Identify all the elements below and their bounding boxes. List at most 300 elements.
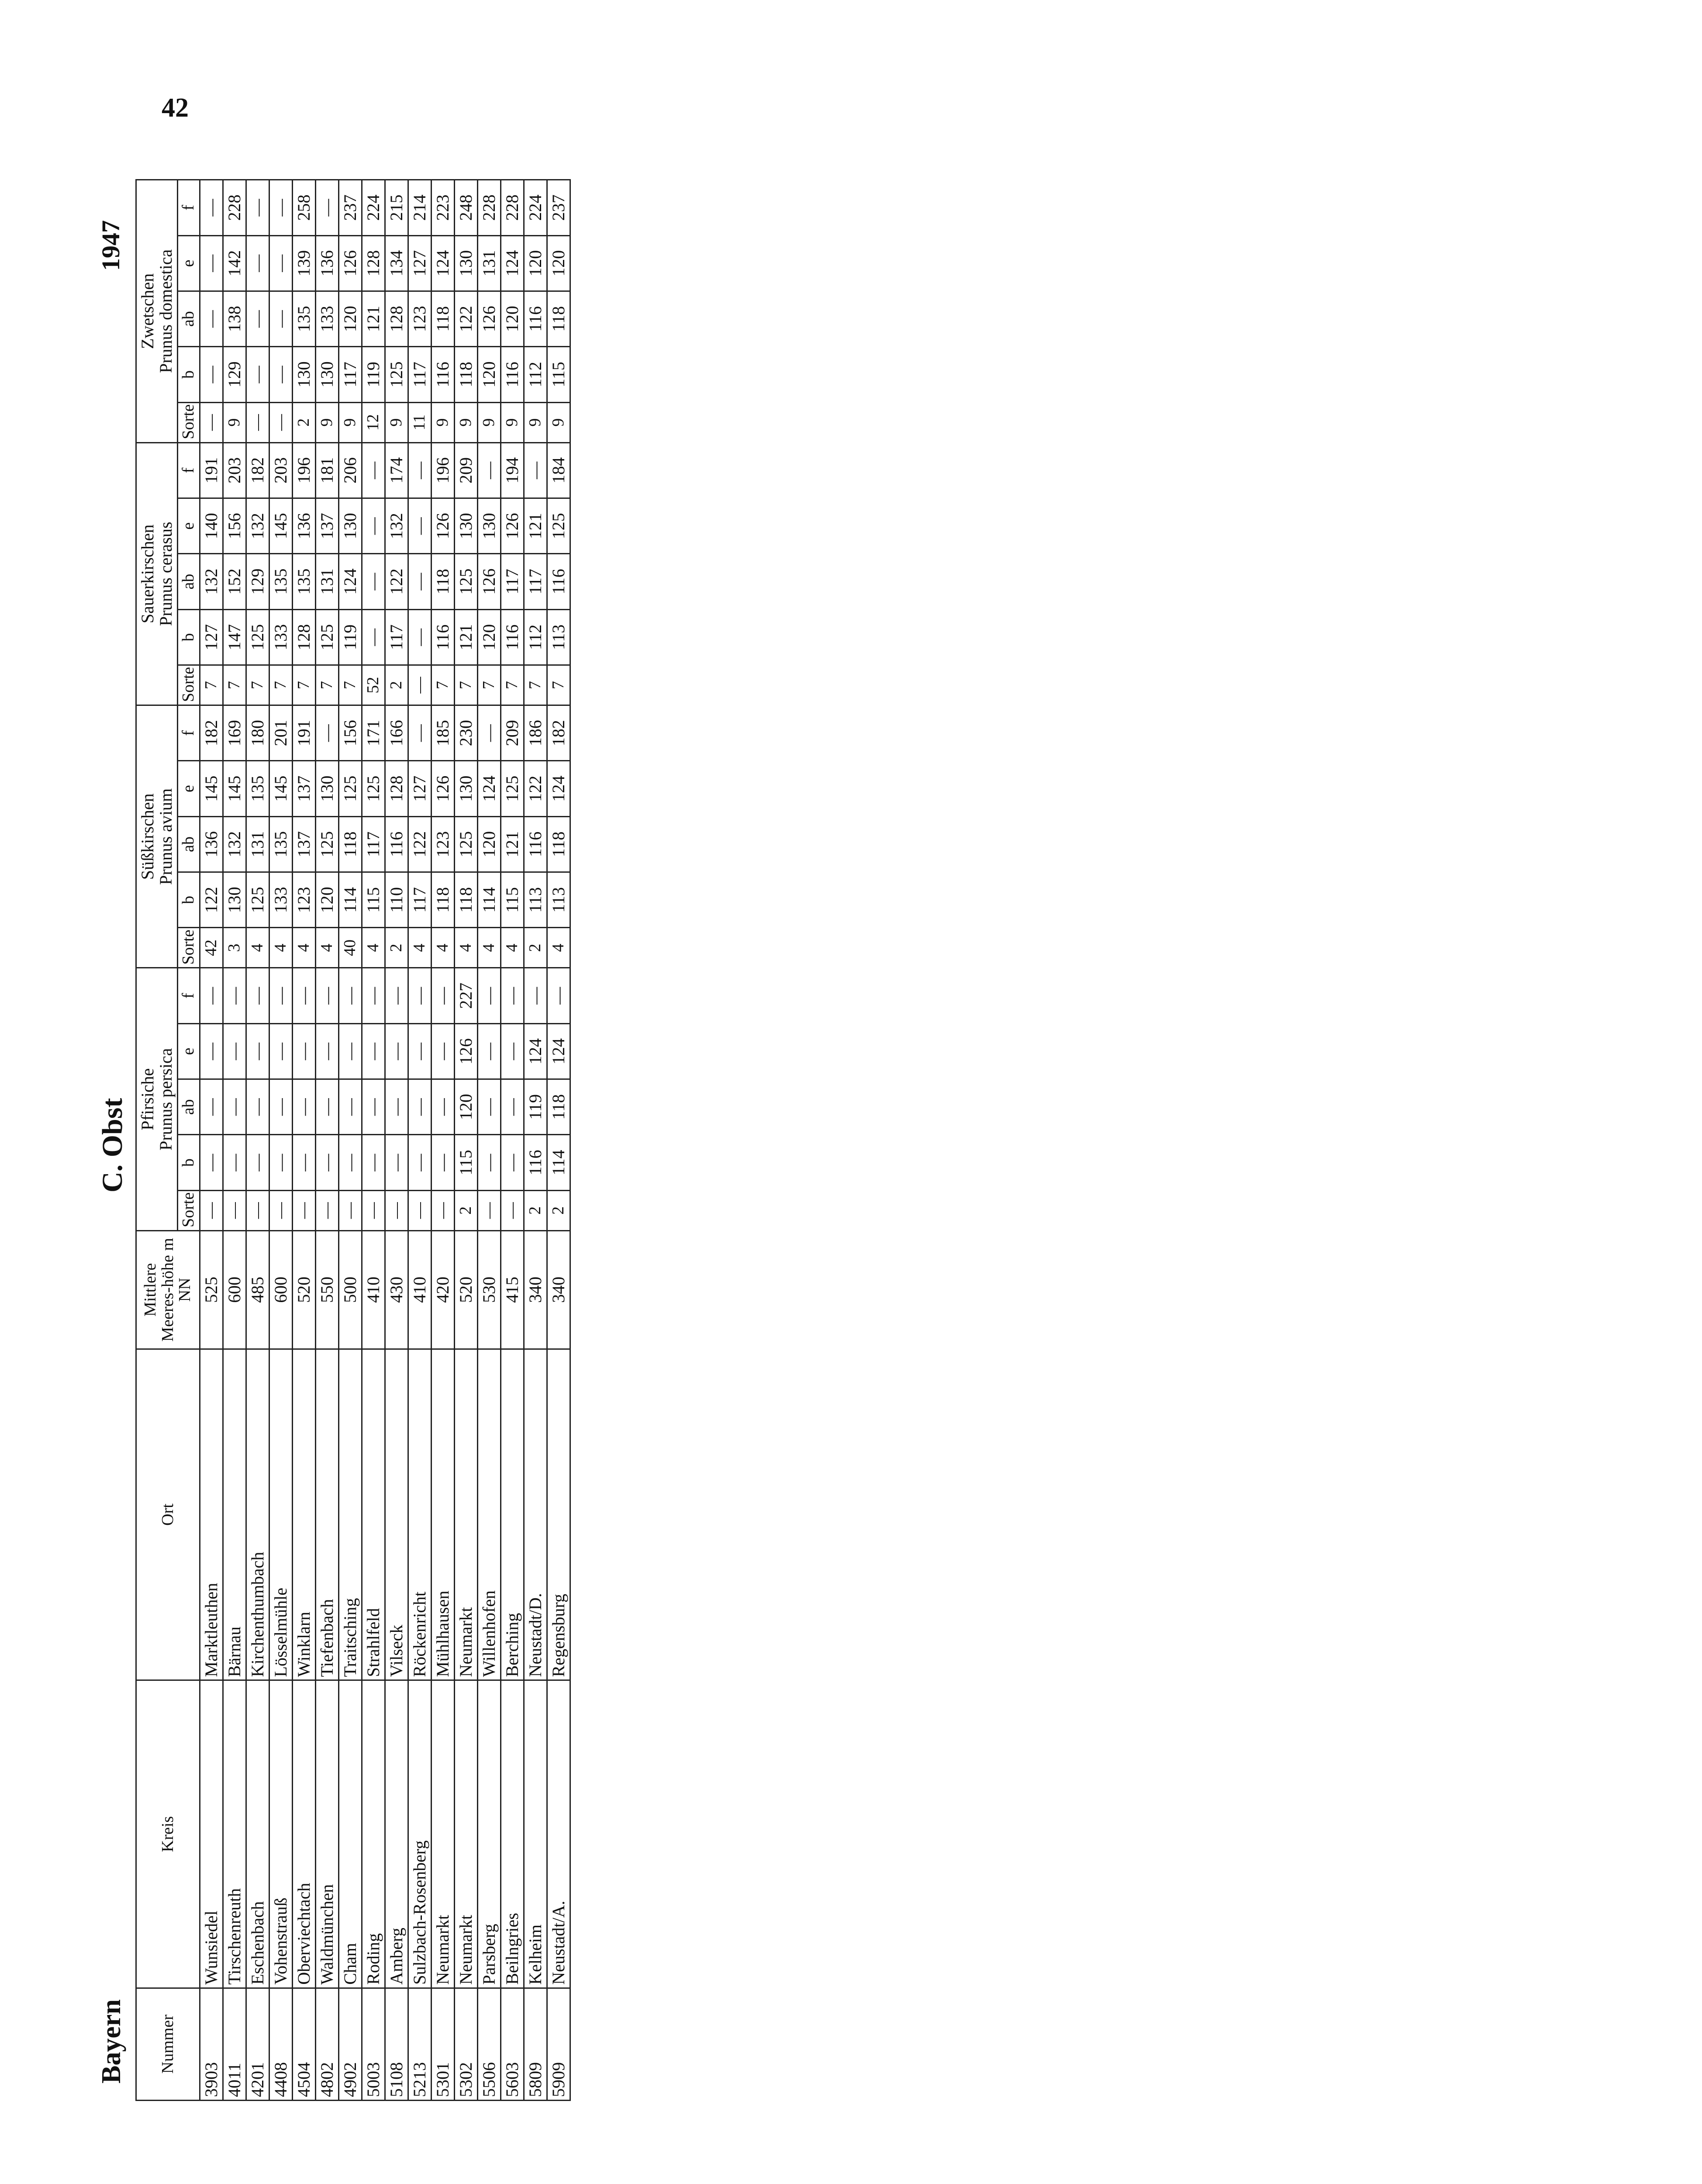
cell-sorte: 9 [431,402,454,442]
cell-sorte: 7 [246,665,269,705]
cell-b: — [362,609,385,665]
group-header-zwetschen [136,180,178,443]
cell-e: 127 [408,761,431,816]
cell-ab: 125 [454,554,477,609]
cell-b: 116 [524,1135,547,1190]
cell-nummer: 4011 [223,1988,246,2100]
cell-b: 112 [524,609,547,665]
cell-b: 114 [477,872,501,928]
cell-sorte: — [200,1190,223,1230]
cell-ab: 137 [292,816,315,872]
cell-kreis: Beilngries [501,1680,524,1988]
cell-nummer: 4201 [246,1988,269,2100]
cell-ab: 117 [362,816,385,872]
cell-b: 127 [200,609,223,665]
cell-b: 122 [200,872,223,928]
cell-ab: 122 [385,554,408,609]
group-name: Sauerkirschen [138,524,157,624]
cell-sorte: 7 [223,665,246,705]
cell-e: 130 [454,761,477,816]
cell-ab: 118 [431,291,454,346]
cell-sorte: — [223,1190,246,1230]
cell-kreis: Sulzbach-Rosenberg [408,1680,431,1988]
cell-ab: 131 [315,554,338,609]
cell-e: 124 [431,235,454,291]
cell-ort: Röckenricht [408,1349,431,1680]
cell-e: 128 [385,761,408,816]
cell-ab: 133 [315,291,338,346]
cell-ort: Bärnau [223,1349,246,1680]
cell-b: — [408,609,431,665]
cell-f: — [246,968,269,1023]
subheader-ab: ab [178,816,200,872]
cell-ab: 118 [431,554,454,609]
cell-e: 139 [292,235,315,291]
cell-sorte: — [200,402,223,442]
cell-e: — [292,1023,315,1079]
subheader-f: f [178,968,200,1023]
subheader-f: f [178,442,200,498]
cell-hoehe: 600 [223,1230,246,1349]
cell-ort: Willenhofen [477,1349,501,1680]
group-latin: Prunus persica [156,1048,176,1151]
cell-ab: 123 [408,291,431,346]
cell-e: 126 [454,1023,477,1079]
cell-f: 196 [431,442,454,498]
cell-ab: 120 [477,816,501,872]
cell-b: 115 [547,347,570,402]
cell-ab: 152 [223,554,246,609]
year-title: 1947 [97,220,125,271]
cell-e: 137 [292,761,315,816]
cell-nummer: 5506 [477,1988,501,2100]
cell-ab: 132 [223,816,246,872]
cell-b: — [315,1135,338,1190]
table-row [431,180,454,2101]
cell-f: 166 [385,705,408,761]
subheader-sorte: Sorte [178,665,200,705]
cell-sorte: 4 [408,928,431,968]
cell-ab: — [269,291,292,346]
fruit-bloom-table [135,179,571,2101]
cell-kreis: Cham [338,1680,362,1988]
cell-b: 112 [524,347,547,402]
cell-b: — [477,1135,501,1190]
cell-ab: — [385,1079,408,1135]
cell-f: 228 [501,180,524,236]
cell-sorte: 40 [338,928,362,968]
cell-e: 130 [477,498,501,554]
cell-f: 248 [454,180,477,236]
cell-b: 129 [223,347,246,402]
cell-kreis: Neustadt/A. [547,1680,570,1988]
cell-f: — [431,968,454,1023]
col-header-kreis: Kreis [136,1680,200,1988]
cell-ab: 124 [338,554,362,609]
cell-e: 130 [315,761,338,816]
cell-ort: Regensburg [547,1349,570,1680]
cell-b: — [292,1135,315,1190]
cell-f: 230 [454,705,477,761]
cell-sorte: 2 [547,1190,570,1230]
cell-hoehe: 340 [524,1230,547,1349]
cell-ort: Neumarkt [454,1349,477,1680]
cell-hoehe: 530 [477,1230,501,1349]
subheader-f: f [178,180,200,236]
cell-e: — [200,235,223,291]
table-row [408,180,431,2101]
cell-kreis: Amberg [385,1680,408,1988]
cell-ab: 121 [501,816,524,872]
cell-sorte: — [338,1190,362,1230]
cell-e: — [408,1023,431,1079]
cell-b: — [200,1135,223,1190]
group-name: Zwetschen [138,273,157,349]
cell-sorte: 4 [269,928,292,968]
cell-e: — [223,1023,246,1079]
cell-e: 136 [315,235,338,291]
cell-f: 182 [547,705,570,761]
cell-ab: 125 [315,816,338,872]
cell-f: 181 [315,442,338,498]
cell-kreis: Oberviechtach [292,1680,315,1988]
cell-b: 128 [292,609,315,665]
cell-f: — [547,968,570,1023]
cell-sorte: 7 [547,665,570,705]
cell-hoehe: 410 [408,1230,431,1349]
cell-sorte: 7 [292,665,315,705]
cell-kreis: Vohenstrauß [269,1680,292,1988]
cell-sorte: 7 [524,665,547,705]
cell-e: 124 [477,761,501,816]
cell-hoehe: 600 [269,1230,292,1349]
group-latin: Prunus cerasus [156,522,176,626]
cell-f: 171 [362,705,385,761]
cell-ab: 116 [385,816,408,872]
cell-b: — [269,1135,292,1190]
cell-f: 223 [431,180,454,236]
cell-e: 120 [524,235,547,291]
cell-kreis: Eschenbach [246,1680,269,1988]
subheader-ab: ab [178,1079,200,1135]
table-row [246,180,269,2101]
cell-nummer: 5108 [385,1988,408,2100]
cell-sorte: — [269,1190,292,1230]
cell-sorte: 3 [223,928,246,968]
cell-sorte: 2 [454,1190,477,1230]
state-title: Bayern [97,1999,126,2084]
cell-sorte: 7 [315,665,338,705]
cell-ab: — [200,291,223,346]
cell-f: 227 [454,968,477,1023]
cell-f: — [477,968,501,1023]
cell-sorte: — [385,1190,408,1230]
cell-ab: 116 [524,291,547,346]
cell-b: 147 [223,609,246,665]
cell-f: 194 [501,442,524,498]
cell-ab: 118 [547,816,570,872]
cell-f: 184 [547,442,570,498]
cell-ort: Mühlhausen [431,1349,454,1680]
cell-sorte: — [477,1190,501,1230]
cell-f: 228 [477,180,501,236]
cell-ab: 116 [547,554,570,609]
table-row [200,180,223,2101]
cell-b: — [200,347,223,402]
cell-b: 115 [454,1135,477,1190]
cell-f: 215 [385,180,408,236]
cell-kreis: Parsberg [477,1680,501,1988]
cell-ab: 135 [292,554,315,609]
cell-ab: 117 [524,554,547,609]
cell-e: — [200,1023,223,1079]
cell-hoehe: 485 [246,1230,269,1349]
cell-f: — [524,968,547,1023]
cell-e: — [501,1023,524,1079]
cell-b: 118 [431,872,454,928]
cell-sorte: 9 [315,402,338,442]
cell-f: — [408,442,431,498]
cell-b: 120 [315,872,338,928]
cell-sorte: 7 [501,665,524,705]
cell-e: — [269,235,292,291]
cell-f: 209 [454,442,477,498]
table-row [454,180,477,2101]
cell-nummer: 5003 [362,1988,385,2100]
cell-f: 182 [246,442,269,498]
cell-f: — [408,968,431,1023]
cell-ort: Berching [501,1349,524,1680]
cell-ab: — [246,291,269,346]
cell-b: 130 [292,347,315,402]
cell-sorte: — [408,1190,431,1230]
cell-b: 125 [246,872,269,928]
cell-kreis: Waldmünchen [315,1680,338,1988]
group-name: Süßkirschen [138,793,157,880]
cell-ab: 126 [477,554,501,609]
table-row [292,180,315,2101]
cell-f: — [200,968,223,1023]
cell-sorte: — [362,1190,385,1230]
cell-ab: — [292,1079,315,1135]
cell-sorte: 11 [408,402,431,442]
cell-e: — [246,1023,269,1079]
group-header-suesskirschen [136,705,178,968]
cell-kreis: Neumarkt [431,1680,454,1988]
cell-b: 123 [292,872,315,928]
cell-e: 145 [223,761,246,816]
cell-e: 130 [454,235,477,291]
cell-e: 125 [547,498,570,554]
col-header-nummer: Nummer [136,1988,200,2100]
cell-sorte: 4 [292,928,315,968]
cell-e: 140 [200,498,223,554]
group-header-pfirsiche [136,968,178,1230]
cell-f: — [501,968,524,1023]
cell-b: 125 [315,609,338,665]
cell-b: 116 [431,347,454,402]
cell-e: 142 [223,235,246,291]
cell-ab: — [338,1079,362,1135]
cell-nummer: 5909 [547,1988,570,2100]
cell-sorte: 4 [477,928,501,968]
cell-b: 115 [362,872,385,928]
group-latin: Prunus domestica [156,249,176,373]
cell-e: 126 [431,498,454,554]
rotated-page-content [79,179,1633,2101]
cell-sorte: 9 [385,402,408,442]
cell-b: — [338,1135,362,1190]
cell-nummer: 4408 [269,1988,292,2100]
cell-e: 120 [547,235,570,291]
cell-f: — [362,442,385,498]
cell-b: — [362,1135,385,1190]
subheader-ab: ab [178,554,200,609]
cell-ab: 118 [547,291,570,346]
cell-ab: — [477,1079,501,1135]
cell-f: 186 [524,705,547,761]
cell-b: 114 [338,872,362,928]
cell-hoehe: 500 [338,1230,362,1349]
cell-ab: 132 [200,554,223,609]
cell-ab: 119 [524,1079,547,1135]
cell-ort: Vilseck [385,1349,408,1680]
cell-f: 258 [292,180,315,236]
cell-b: 119 [362,347,385,402]
cell-f: — [223,968,246,1023]
cell-b: 113 [524,872,547,928]
cell-b: 120 [477,347,501,402]
cell-sorte: 9 [501,402,524,442]
cell-ab: 135 [269,554,292,609]
subheader-b: b [178,347,200,402]
cell-e: 125 [362,761,385,816]
table-row [524,180,547,2101]
cell-f: 191 [200,442,223,498]
cell-b: 114 [547,1135,570,1190]
cell-ab: 122 [454,291,477,346]
cell-e: 131 [477,235,501,291]
cell-e: 130 [338,498,362,554]
cell-sorte: 2 [385,665,408,705]
cell-b: — [408,1135,431,1190]
cell-sorte: 52 [362,665,385,705]
cell-b: 133 [269,609,292,665]
cell-ab: 118 [338,816,362,872]
subheader-b: b [178,609,200,665]
cell-b: 125 [246,609,269,665]
cell-ort: Strahlfeld [362,1349,385,1680]
cell-sorte: 4 [501,928,524,968]
table-row [501,180,524,2101]
cell-b: 133 [269,872,292,928]
cell-f: — [200,180,223,236]
subheader-e: e [178,1023,200,1079]
cell-f: — [385,968,408,1023]
cell-b: — [269,347,292,402]
cell-nummer: 5302 [454,1988,477,2100]
cell-sorte: — [431,1190,454,1230]
cell-e: 137 [315,498,338,554]
subheader-b: b [178,872,200,928]
cell-sorte: 7 [431,665,454,705]
cell-b: 130 [315,347,338,402]
cell-ab: 135 [292,291,315,346]
cell-sorte: 2 [292,402,315,442]
cell-b: 118 [454,872,477,928]
cell-b: — [431,1135,454,1190]
cell-f: — [477,705,501,761]
subheader-sorte: Sorte [178,928,200,968]
cell-e: — [315,1023,338,1079]
cell-nummer: 4504 [292,1988,315,2100]
cell-e: 130 [454,498,477,554]
cell-f: 228 [223,180,246,236]
cell-e: 145 [269,498,292,554]
cell-f: 224 [524,180,547,236]
cell-b: 125 [385,347,408,402]
subheader-e: e [178,761,200,816]
cell-ab: 126 [477,291,501,346]
cell-sorte: 9 [223,402,246,442]
cell-hoehe: 430 [385,1230,408,1349]
cell-hoehe: 520 [292,1230,315,1349]
cell-nummer: 4802 [315,1988,338,2100]
cell-kreis: Tirschenreuth [223,1680,246,1988]
cell-b: 113 [547,872,570,928]
cell-sorte: — [292,1190,315,1230]
cell-b: 130 [223,872,246,928]
cell-ort: Neustadt/D. [524,1349,547,1680]
cell-sorte: 9 [454,402,477,442]
cell-e: 134 [385,235,408,291]
cell-e: 145 [269,761,292,816]
cell-e: 126 [501,498,524,554]
cell-sorte: 7 [200,665,223,705]
subheader-ab: ab [178,291,200,346]
cell-ab: — [269,1079,292,1135]
cell-ab: — [362,554,385,609]
table-row [362,180,385,2101]
table-row [477,180,501,2101]
cell-hoehe: 420 [431,1230,454,1349]
cell-sorte: 4 [315,928,338,968]
cell-sorte: 2 [524,928,547,968]
cell-f: 203 [223,442,246,498]
table-row [315,180,338,2101]
cell-b: 116 [501,347,524,402]
cell-sorte: 42 [200,928,223,968]
cell-b: — [246,1135,269,1190]
cell-b: 110 [385,872,408,928]
cell-ab: 123 [431,816,454,872]
cell-ort: Tiefenbach [315,1349,338,1680]
cell-ab: — [315,1079,338,1135]
cell-b: — [223,1135,246,1190]
cell-ab: 120 [454,1079,477,1135]
cell-f: — [292,968,315,1023]
cell-sorte: 4 [431,928,454,968]
cell-f: 185 [431,705,454,761]
cell-b: 117 [408,872,431,928]
cell-e: 124 [524,1023,547,1079]
table-row [338,180,362,2101]
cell-ab: 129 [246,554,269,609]
cell-kreis: Roding [362,1680,385,1988]
cell-hoehe: 525 [200,1230,223,1349]
table-body [200,180,570,2101]
cell-ab: — [223,1079,246,1135]
